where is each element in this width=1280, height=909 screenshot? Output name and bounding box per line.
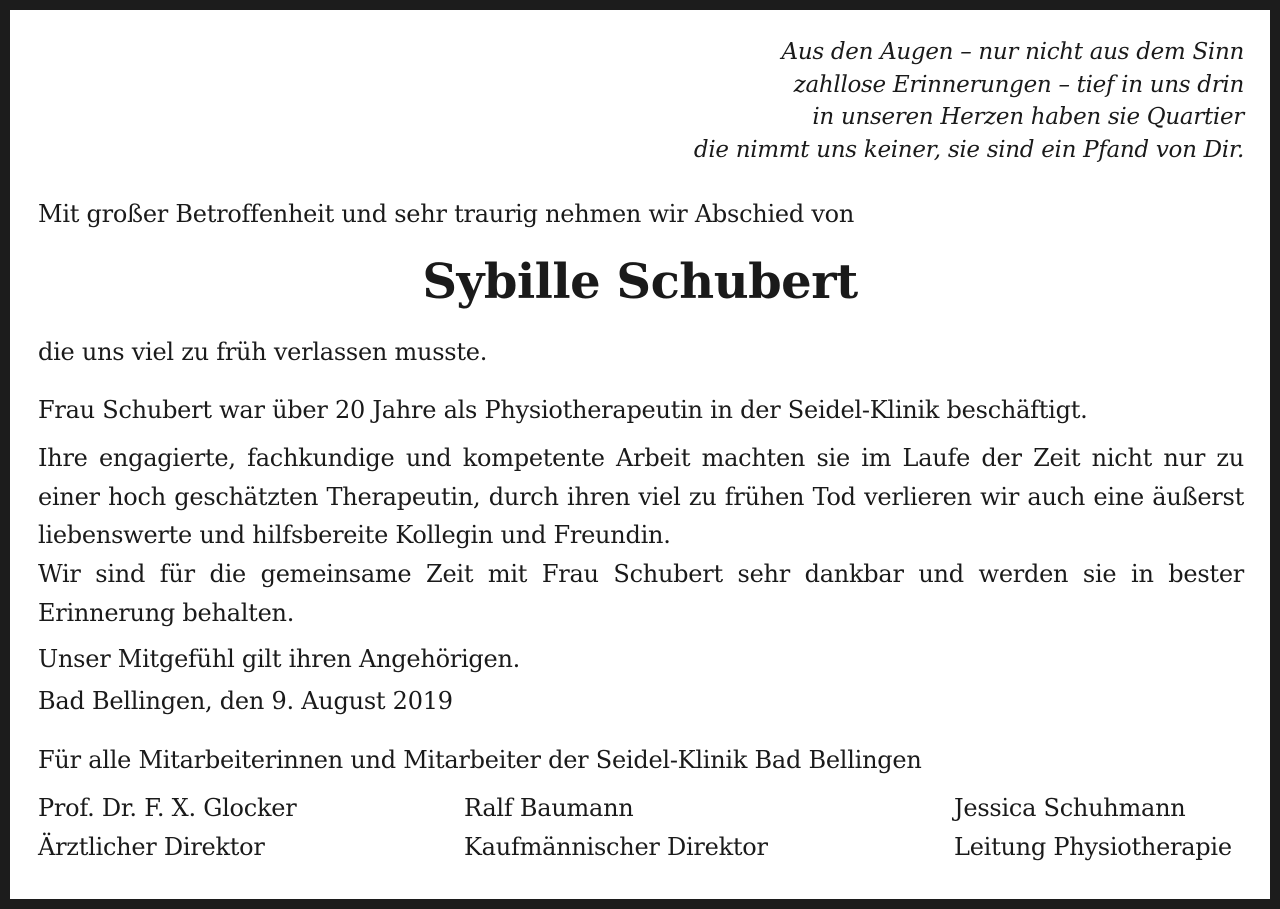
obituary-notice (10, 10, 1270, 899)
poem-line: Aus den Augen – nur nicht aus dem Sinn (781, 39, 1244, 65)
poem-line: in unseren Herzen haben sie Quartier (812, 104, 1244, 130)
deceased-name: Sybille Schubert (422, 254, 858, 310)
paragraph-condolence: Unser Mitgefühl gilt ihren Angehörigen. (38, 645, 521, 673)
signatory-role: Ärztlicher Direktor (38, 832, 265, 861)
place-date: Bad Bellingen, den 9. August 2019 (38, 687, 453, 715)
paragraph-tribute: Ihre engagierte, fachkundige und kompetente Arbeit machten sie im Laufe der Zeit nicht nur zu einer hoch geschätzten Therapeutin, durch ihren viel zu frühen Tod verlieren wir auch eine äußerst liebenswerte und hilfsbereite Kollegin und Freundin. (38, 444, 1244, 549)
after-name-text: die uns viel zu früh verlassen musste. (38, 338, 488, 366)
signatory-name: Jessica Schuhmann (954, 794, 1186, 822)
paragraph-employment: Frau Schubert war über 20 Jahre als Physiotherapeutin in der Seidel-Klinik beschäftigt. (38, 396, 1088, 424)
signatory-role: Kaufmännischer Direktor (464, 832, 768, 861)
signatory-physiotherapy-lead (954, 789, 1232, 866)
signatory-role: Leitung Physiotherapie (954, 832, 1232, 861)
paragraph-gratitude: Wir sind für die gemeinsame Zeit mit Frau Schubert sehr dankbar und werden sie in bester Erinnerung behalten. (38, 560, 1244, 627)
poem-line: zahllose Erinnerungen – tief in uns drin (793, 71, 1244, 98)
memorial-poem (694, 36, 1244, 166)
signatory-name: Prof. Dr. F. X. Glocker (38, 794, 297, 822)
signatory-name: Ralf Baumann (464, 794, 634, 822)
intro-text: Mit großer Betroffenheit und sehr traurig nehmen wir Abschied von (38, 200, 855, 228)
poem-line: die nimmt uns keiner, sie sind ein Pfand von Dir. (693, 136, 1244, 163)
signatory-commercial-director (464, 789, 768, 866)
signatory-medical-director (38, 789, 296, 866)
on-behalf-line: Für alle Mitarbeiterinnen und Mitarbeiter der Seidel-Klinik Bad Bellingen (38, 746, 922, 774)
